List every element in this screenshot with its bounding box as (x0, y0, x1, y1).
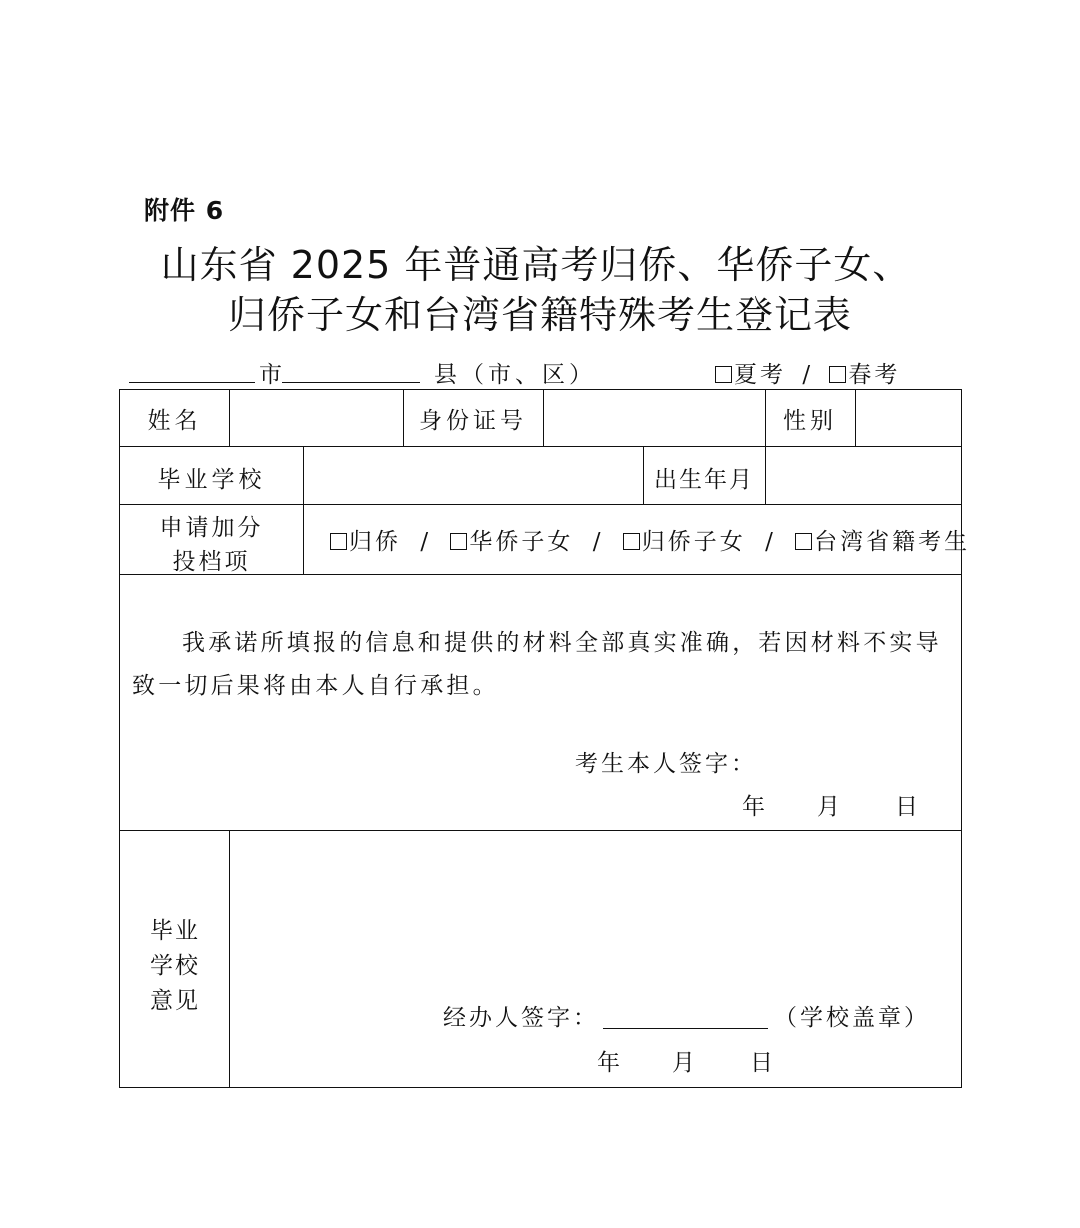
county-blank[interactable] (282, 354, 420, 383)
name-field[interactable] (230, 391, 402, 445)
row-divider (120, 830, 961, 831)
exam-type-separator: / (802, 362, 814, 388)
graduation-school-label: 毕业学校 (157, 467, 266, 493)
school-opinion-label-line: 学校 (150, 953, 200, 979)
summer-exam-label: 夏考 (734, 362, 786, 388)
option-separator: / (420, 529, 432, 555)
candidate-signature-date (120, 788, 963, 818)
date-year: 年 (742, 794, 765, 820)
spring-exam-label: 春考 (848, 362, 901, 388)
school-opinion-label (120, 914, 230, 1019)
pledge-statement: 我承诺所填报的信息和提供的材料全部真实准确，若因材料不实导致一切后果将由本人自行承担。 (132, 630, 942, 699)
date-month: 月 (817, 794, 840, 820)
candidate-signature-label: 考生本人签字： (575, 751, 757, 777)
gender-label: 性别 (783, 408, 837, 434)
option-checkbox[interactable] (450, 533, 467, 550)
bonus-item-label-line-2: 投档项 (172, 549, 251, 575)
handler-signature-line[interactable] (603, 1006, 768, 1029)
city-suffix: 市 (259, 362, 286, 388)
option-label: 归侨子女 (641, 529, 746, 555)
bonus-item-label-line-1: 申请加分 (159, 515, 264, 541)
id-number-label: 身份证号 (419, 408, 527, 434)
form-title-line-2: 归侨子女和台湾省籍特殊考生登记表 (227, 293, 852, 337)
form-title-line-1: 山东省 2025 年普通高考归侨、华侨子女、 (160, 243, 912, 287)
date-year: 年 (597, 1050, 620, 1076)
school-opinion-label-line: 毕业 (150, 918, 200, 944)
option-checkbox[interactable] (623, 533, 640, 550)
option-label: 华侨子女 (469, 529, 574, 555)
birth-date-label: 出生年月 (654, 467, 754, 493)
option-label: 台湾省籍考生 (814, 529, 971, 555)
date-month: 月 (672, 1050, 695, 1076)
exam-type-options (715, 356, 900, 389)
gender-field[interactable] (856, 391, 960, 445)
graduation-school-field[interactable] (304, 447, 642, 503)
registration-form-table (119, 389, 971, 1088)
date-day: 日 (750, 1050, 773, 1076)
bonus-item-options (330, 523, 970, 556)
date-day: 日 (895, 794, 918, 820)
option-label: 归侨 (349, 529, 401, 555)
handler-signature-label: 经办人签字： (443, 1005, 599, 1031)
school-seal-label: （学校盖章） (774, 1005, 930, 1031)
school-opinion-field[interactable] (231, 832, 960, 992)
name-label: 姓名 (147, 408, 202, 434)
option-checkbox[interactable] (330, 533, 347, 550)
summer-exam-checkbox[interactable] (715, 366, 732, 383)
handler-signature-row (443, 999, 930, 1032)
location-line (0, 354, 1080, 388)
birth-date-field[interactable] (766, 447, 960, 503)
school-opinion-label-line: 意见 (150, 988, 200, 1014)
attachment-label: 附件 6 (144, 196, 225, 225)
id-number-field[interactable] (544, 391, 764, 445)
option-checkbox[interactable] (795, 533, 812, 550)
row-divider (120, 504, 961, 505)
spring-exam-checkbox[interactable] (829, 366, 846, 383)
option-separator: / (765, 529, 776, 555)
county-suffix: 县（市、区） (434, 362, 596, 388)
city-blank[interactable] (129, 354, 255, 383)
school-opinion-date (120, 1044, 963, 1074)
option-separator: / (592, 529, 604, 555)
